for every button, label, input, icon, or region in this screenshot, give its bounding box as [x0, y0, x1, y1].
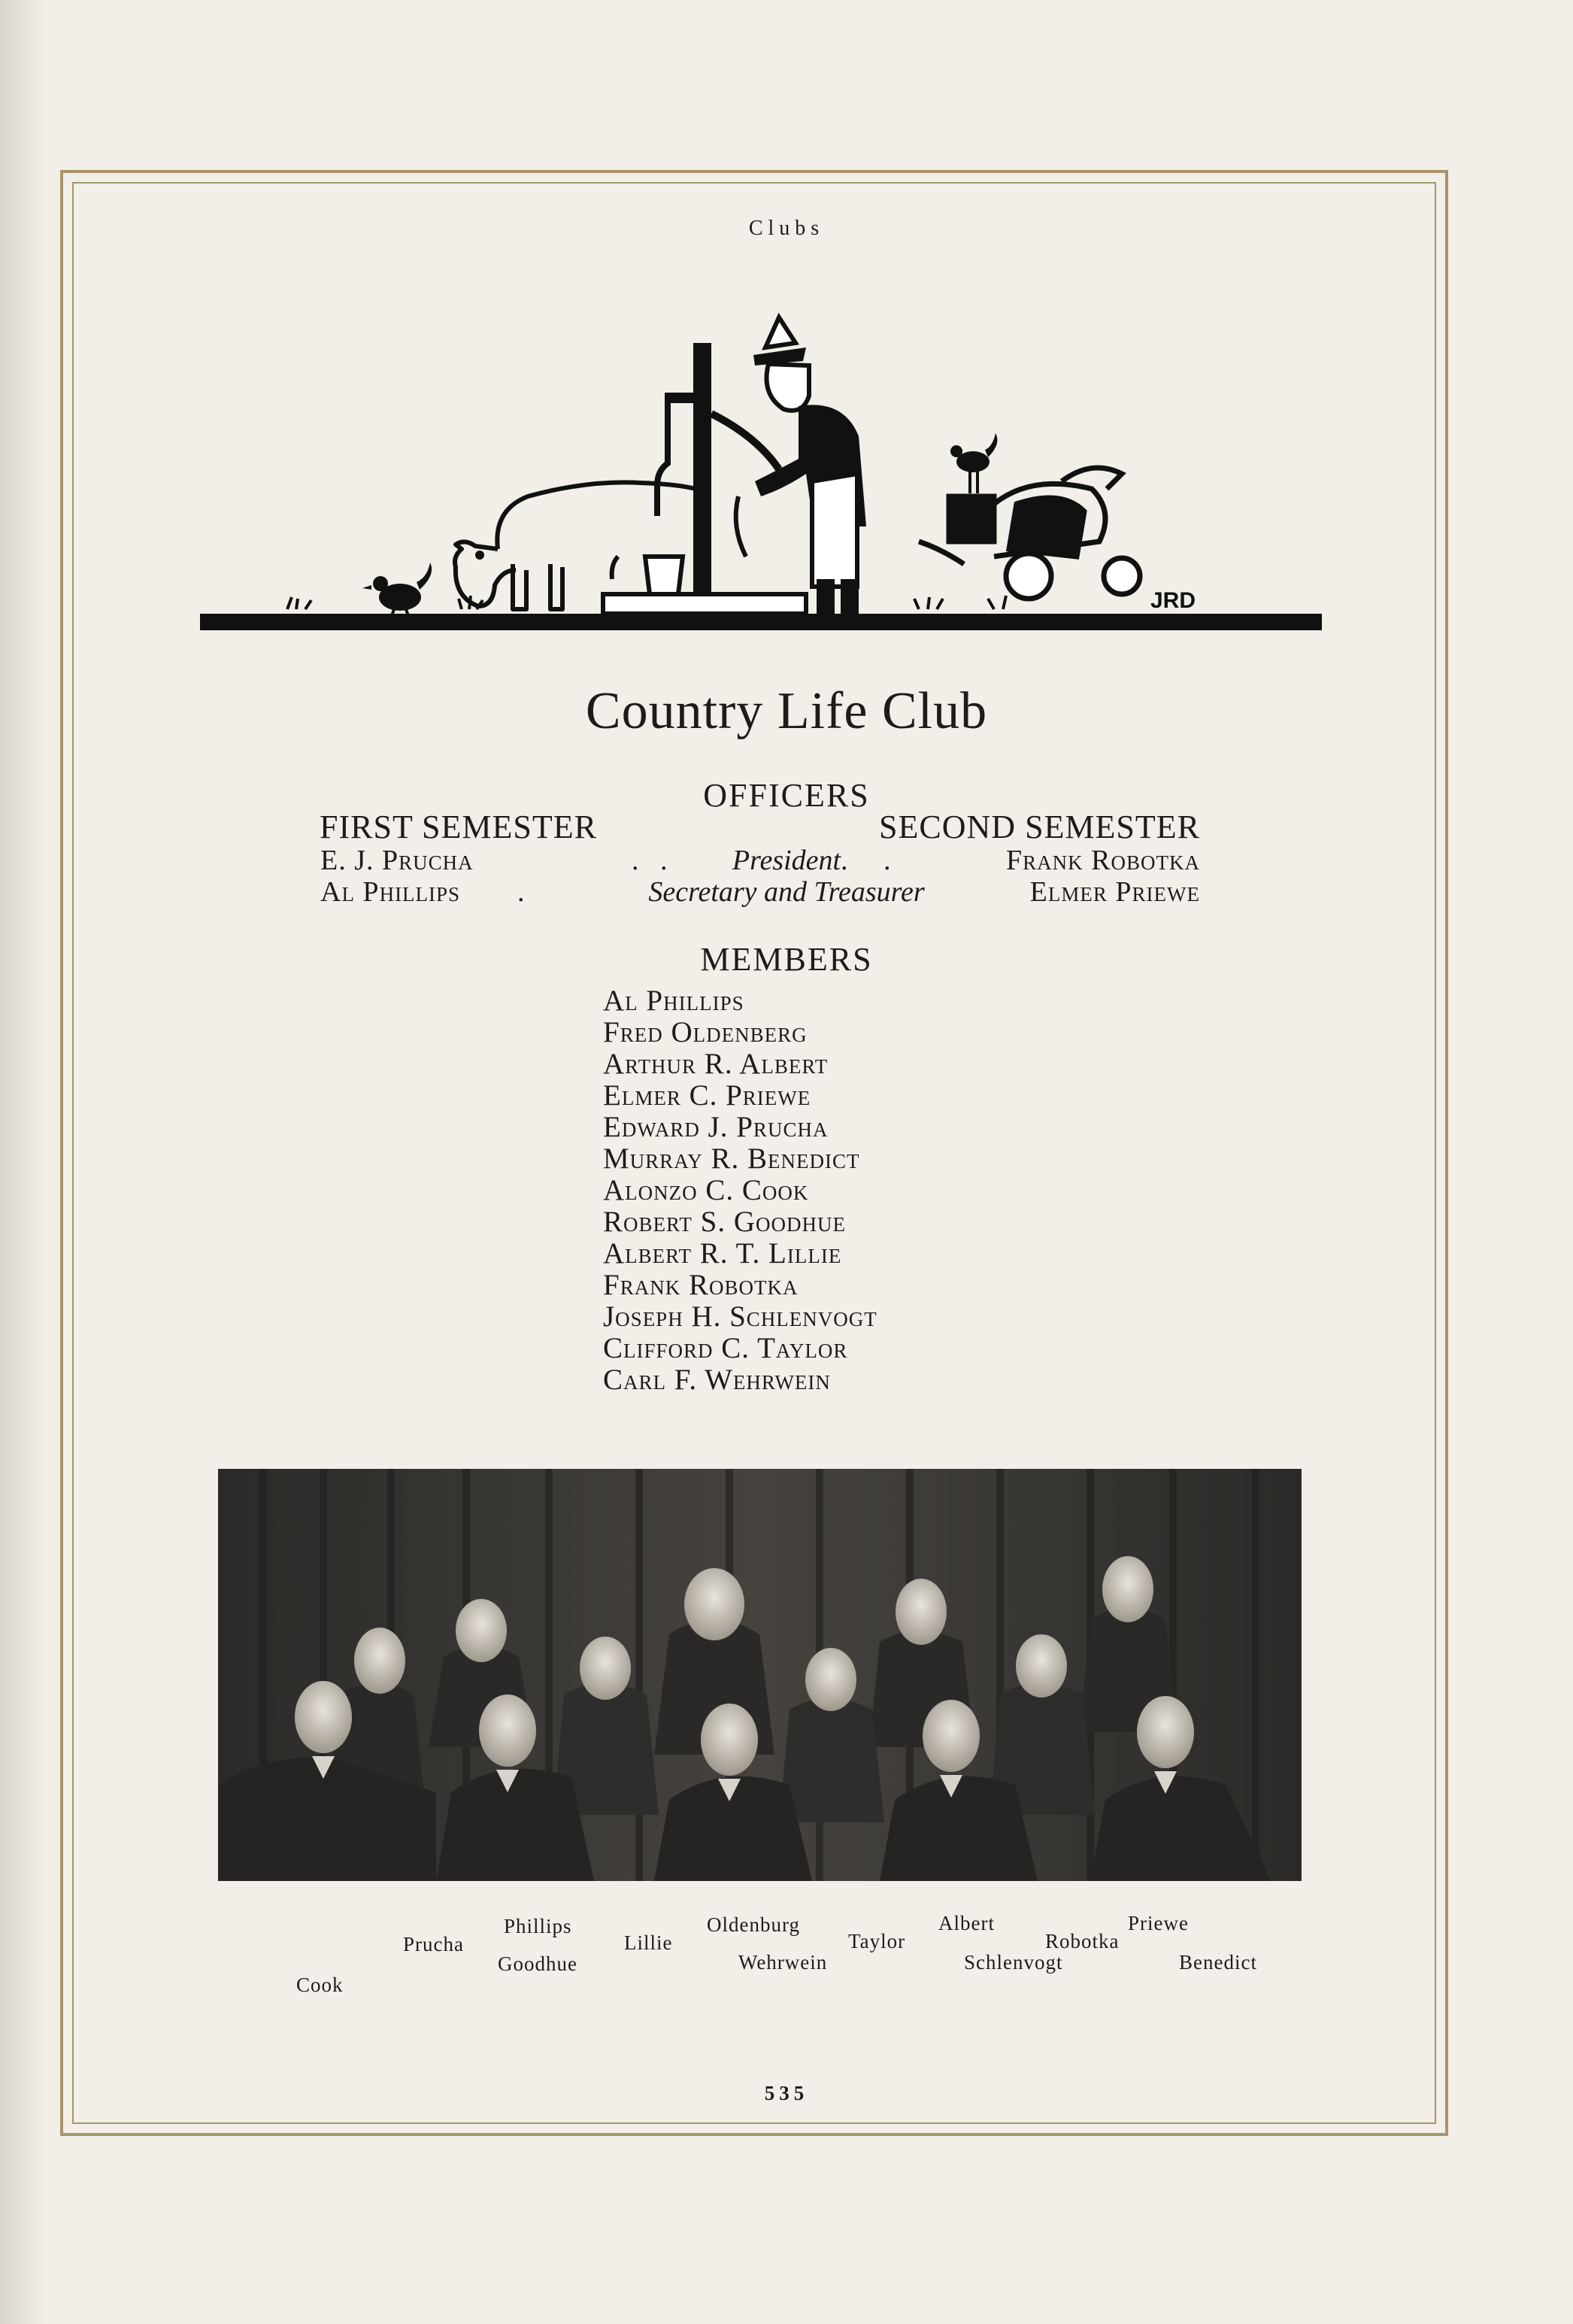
member-name: Arthur R. Albert [603, 1048, 829, 1080]
caption-wehrwein: Wehrwein [738, 1951, 828, 1974]
member-name: Joseph H. Schlenvogt [603, 1300, 877, 1333]
member-name: Carl F. Wehrwein [603, 1364, 831, 1396]
caption-prucha: Prucha [403, 1933, 464, 1955]
caption-schlenvogt: Schlenvogt [964, 1951, 1063, 1974]
member-name: Edward J. Prucha [603, 1111, 829, 1143]
farmer-icon [753, 317, 866, 614]
group-photograph [218, 1469, 1302, 1881]
member-name: Clifford C. Taylor [603, 1332, 848, 1364]
rooster-left-icon [362, 563, 432, 618]
members-list [603, 985, 877, 1396]
member-name: Al Phillips [603, 985, 744, 1017]
caption-benedict: Benedict [1179, 1951, 1257, 1974]
leader-dots: . [517, 876, 525, 908]
officer-first-secretary: Al Phillips [320, 876, 461, 908]
caption-albert: Albert [938, 1912, 995, 1934]
rooster-on-car-icon [950, 433, 997, 493]
caption-oldenburg: Oldenburg [707, 1913, 800, 1936]
officer-role-secretary: Secretary and Treasurer [648, 876, 925, 908]
caption-robotka: Robotka [1045, 1930, 1120, 1952]
caption-phillips: Phillips [504, 1915, 572, 1937]
caption-cook: Cook [296, 1974, 344, 1996]
members-heading: MEMBERS [700, 941, 873, 978]
first-semester-label: FIRST SEMESTER [320, 809, 597, 845]
member-name: Frank Robotka [603, 1269, 799, 1301]
officer-second-president: Frank Robotka [1006, 845, 1200, 876]
second-semester-label: SECOND SEMESTER [879, 809, 1200, 845]
running-head: Clubs [748, 217, 825, 240]
artist-signature: JRD [1150, 588, 1196, 613]
water-trough [603, 594, 806, 614]
leader-dots: . . [632, 845, 668, 876]
member-name: Murray R. Benedict [603, 1142, 860, 1175]
farm-cartoon-illustration [197, 301, 1325, 647]
ground-line [200, 614, 1322, 630]
officers-heading: OFFICERS [703, 777, 870, 814]
bucket-icon [645, 557, 683, 594]
caption-lillie: Lillie [624, 1931, 673, 1954]
car-icon [919, 468, 1140, 599]
officer-first-president: E. J. Prucha [320, 845, 474, 876]
leader-dots: . . [841, 845, 891, 876]
caption-priewe: Priewe [1128, 1912, 1189, 1934]
caption-taylor: Taylor [848, 1930, 906, 1952]
member-name: Elmer C. Priewe [603, 1079, 811, 1112]
caption-goodhue: Goodhue [498, 1952, 577, 1975]
member-name: Albert R. T. Lillie [603, 1237, 842, 1270]
club-title: Country Life Club [585, 682, 988, 740]
member-name: Alonzo C. Cook [603, 1174, 809, 1206]
officer-role-president: President [732, 845, 841, 876]
page-gutter-shadow [0, 0, 45, 2324]
page-number: 535 [764, 2082, 809, 2104]
member-name: Robert S. Goodhue [603, 1206, 846, 1238]
officer-second-secretary: Elmer Priewe [1029, 876, 1200, 908]
member-name: Fred Oldenberg [603, 1016, 808, 1048]
